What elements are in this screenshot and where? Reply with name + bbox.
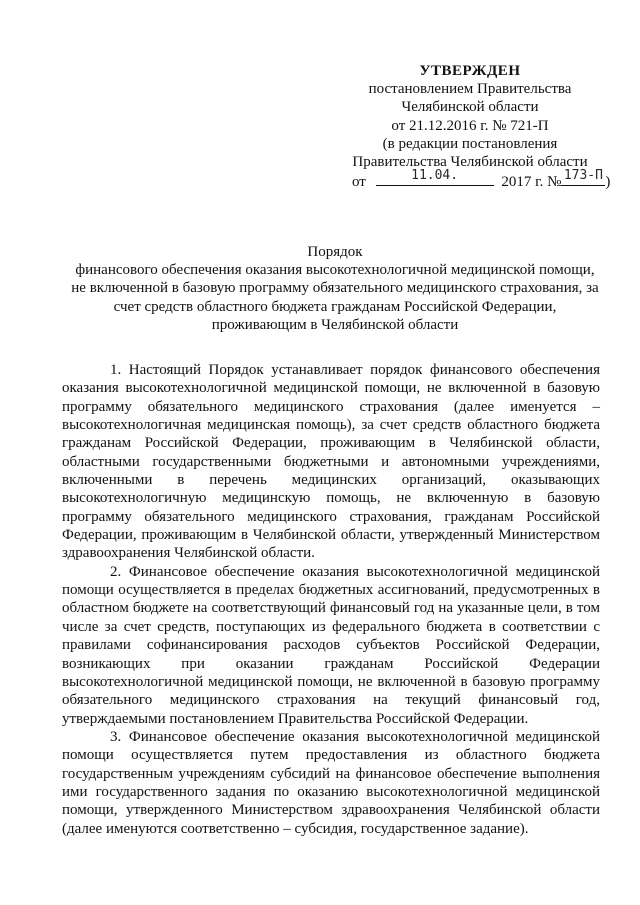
document-subtitle: финансового обеспечения оказания высокотехнологичной медицинской помощи, не включенной в базовую программу обязательного медицинского страхования, за счет средств областного бюджета гражданам Российской Федерации, проживающим в Челябинской области [71, 262, 599, 333]
approval-line-1: постановлением Правительства [368, 81, 572, 98]
document-title-block [70, 243, 600, 334]
paragraph-3: 3. Финансовое обеспечение оказания высокотехнологичной медицинской помощи осуществляется путем предоставления из областного бюджета государственным учреждениям субсидий на финансовое обеспечение выполнения ими государственного задания по оказанию высокотехнологичной медицинской помощи, утвержденного Министерством здравоохранения Челябинской области (далее именуются соответственно – субсидия, государственное задание). [62, 728, 600, 837]
handwritten-date: 11.04. [411, 168, 459, 184]
number-blank-field [561, 168, 605, 186]
paragraph-2: 2. Финансовое обеспечение оказания высокотехнологичной медицинской помощи осуществляется в пределах бюджетных ассигнований, предусмотренных в областном бюджете на соответствующий финансовый год на указанные цели, в том числе за счет средств, поступающих из федерального бюджета в соответствии с правилами софинансирования расходов субъектов Российской Федерации, возникающих при оказании гражданам Российской Федерации высокотехнологичной медицинской помощи, не включенной в базовую программу обязательного медицинского страхования на текущий финансовый год, утверждаемыми постановлением Правительства Российской Федерации. [62, 563, 600, 727]
paragraph-1: 1. Настоящий Порядок устанавливает порядок финансового обеспечения оказания высокотехнологичной медицинской помощи, не включенной в базовую программу обязательного медицинского страхования (далее именуется – высокотехнологичная медицинская помощь), за счет средств областного бюджета гражданам Российской Федерации, проживающим в Челябинской области, областными государственными бюджетными и автономными учреждениями, включенными в перечень медицинских организаций, оказывающих высокотехнологичную медицинскую помощь, не включенную в базовую программу обязательного медицинского страхования, гражданам Российской Федерации, проживающим в Челябинской области, утвержденный Министерством здравоохранения Челябинской области. [62, 362, 600, 562]
approval-heading: УТВЕРЖДЕН [419, 63, 521, 79]
approval-stamp-block [340, 62, 611, 191]
document-title: Порядок [307, 244, 363, 260]
close-paren: ) [605, 174, 611, 191]
document-body [62, 361, 600, 838]
approval-line-5: Правительства Челябинской области [352, 154, 588, 171]
approval-date-line [340, 168, 611, 191]
year-text: 2017 г. № [501, 174, 562, 191]
handwritten-number: 173-П [563, 168, 603, 184]
approval-line-3: от 21.12.2016 г. № 721-П [391, 117, 549, 134]
date-blank-field [376, 168, 494, 186]
approval-line-2: Челябинской области [401, 99, 539, 116]
approval-line-4: (в редакции постановления [382, 135, 558, 152]
date-prefix: от [352, 174, 366, 191]
